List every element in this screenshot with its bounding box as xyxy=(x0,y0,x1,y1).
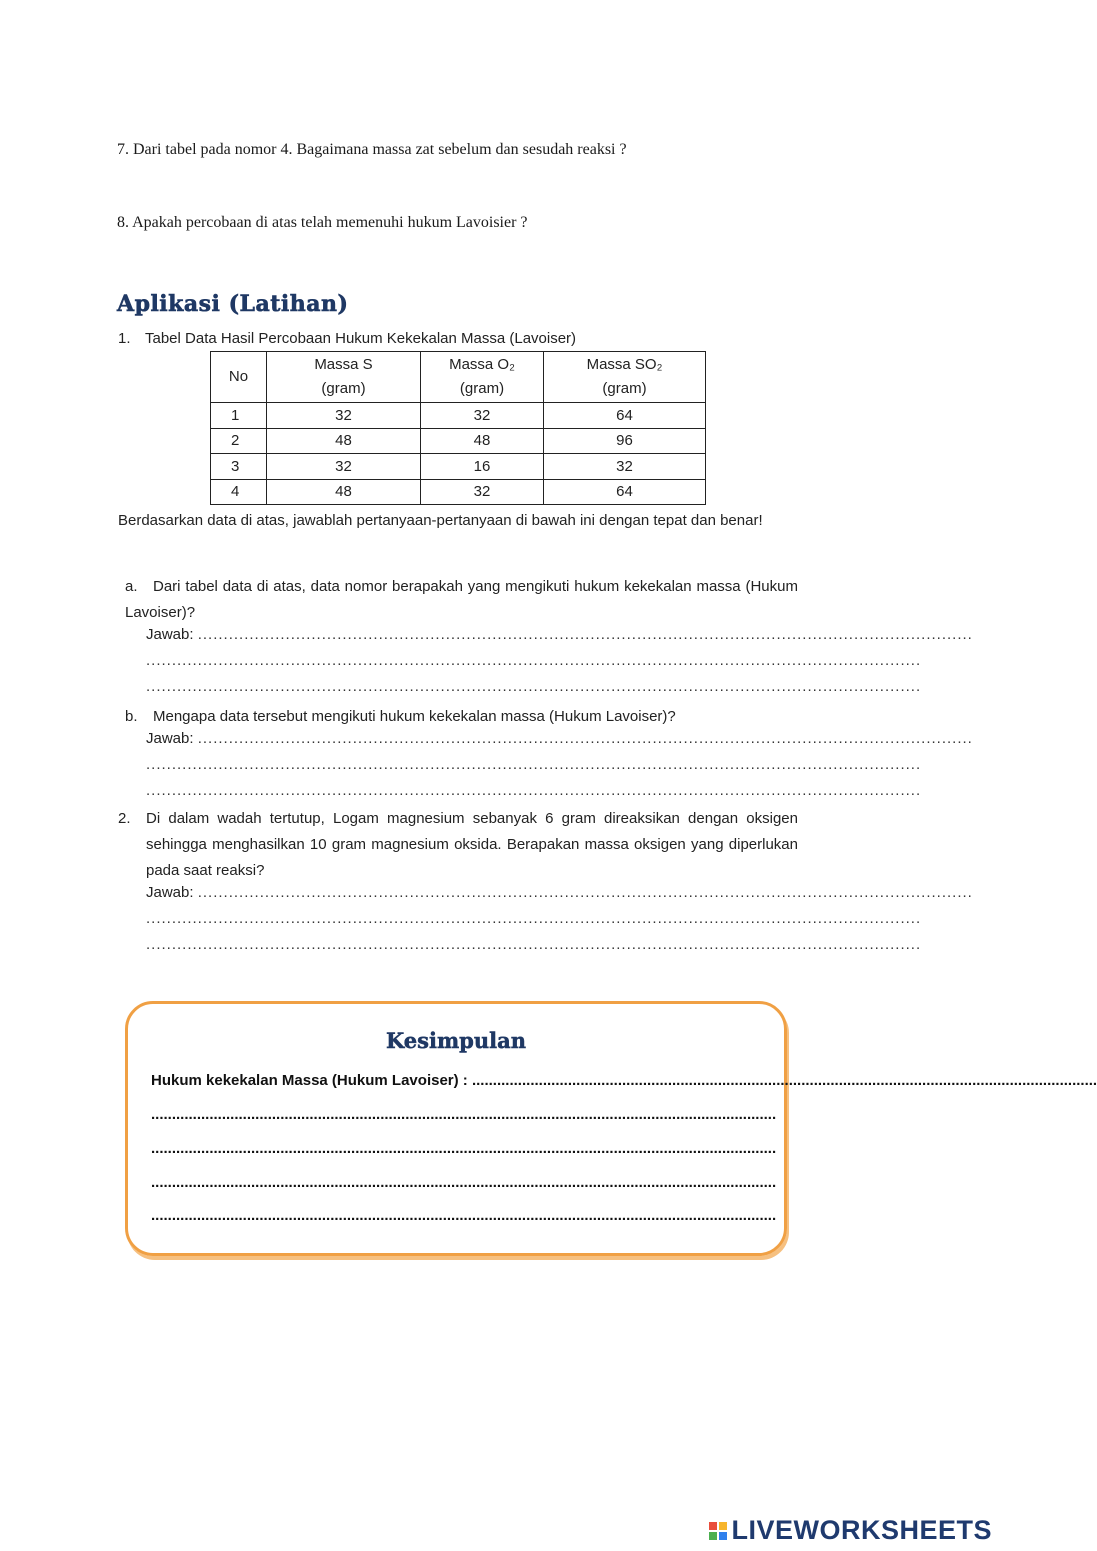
jawab-label: Jawab: xyxy=(146,730,198,747)
section-title: Aplikasi (Latihan) xyxy=(117,291,349,317)
conclusion-line-1[interactable] xyxy=(151,1072,1097,1089)
question-b-number: b. xyxy=(125,708,138,725)
table-cell: 16 xyxy=(421,454,544,480)
conclusion-box xyxy=(125,1001,1097,1256)
header-no: No xyxy=(211,352,267,403)
table-row xyxy=(211,454,706,480)
answer-2-line-2[interactable]: ...................................................................................................................................................... xyxy=(146,910,922,927)
table-cell: 4 xyxy=(211,479,267,505)
table-cell: 32 xyxy=(267,454,421,480)
header-massa-s: Massa S (gram) xyxy=(267,352,421,403)
conclusion-title: Kesimpulan xyxy=(386,1028,526,1053)
answer-a-line-2[interactable]: ...................................................................................................................................................... xyxy=(146,652,922,669)
jawab-label: Jawab: xyxy=(146,626,198,643)
liveworksheets-logo xyxy=(709,1515,992,1546)
table-row xyxy=(211,403,706,429)
answer-dots: ...................................................................................................................................................... xyxy=(197,626,973,643)
table-row xyxy=(211,479,706,505)
table-cell: 48 xyxy=(421,428,544,454)
question-7: 7. Dari tabel pada nomor 4. Bagaimana massa zat sebelum dan sesudah reaksi ? xyxy=(117,141,627,158)
question-2-text: Di dalam wadah tertutup, Logam magnesium sebanyak 6 gram direaksikan dengan oksigen sehingga menghasilkan 10 gram magnesium oksida. Berapakan massa oksigen yang diperlukan pada saat reaksi? xyxy=(146,810,798,879)
question-2 xyxy=(118,806,798,884)
table-cell: 32 xyxy=(421,479,544,505)
table-cell: 64 xyxy=(544,479,706,505)
question-2-number: 2. xyxy=(118,810,131,827)
intro-text: Berdasarkan data di atas, jawablah pertanyaan-pertanyaan di bawah ini dengan tepat dan benar! xyxy=(118,512,763,529)
conclusion-line-2[interactable]: ...................................................................................................................................................... xyxy=(151,1106,777,1123)
table-cell: 3 xyxy=(211,454,267,480)
answer-dots: ...................................................................................................................................................... xyxy=(197,730,973,747)
table-cell: 48 xyxy=(267,428,421,454)
question-8: 8. Apakah percobaan di atas telah memenuhi hukum Lavoisier ? xyxy=(117,214,528,231)
table-cell: 32 xyxy=(544,454,706,480)
conclusion-dots: ...................................................................................................................................................... xyxy=(471,1072,1097,1089)
question-b xyxy=(125,704,798,730)
answer-a-line-1[interactable] xyxy=(146,626,973,643)
item-1-text: Tabel Data Hasil Percobaan Hukum Kekekalan Massa (Lavoiser) xyxy=(145,330,577,347)
answer-b-line-2[interactable]: ...................................................................................................................................................... xyxy=(146,756,922,773)
conclusion-lead: Hukum kekekalan Massa (Hukum Lavoiser) : xyxy=(151,1072,472,1089)
table-cell: 1 xyxy=(211,403,267,429)
conclusion-line-3[interactable]: ...................................................................................................................................................... xyxy=(151,1140,777,1157)
conclusion-line-5[interactable]: ...................................................................................................................................................... xyxy=(151,1207,777,1224)
header-massa-so2: Massa SO₂ (gram) xyxy=(544,352,706,403)
item-1-heading xyxy=(118,326,576,352)
table-cell: 96 xyxy=(544,428,706,454)
liveworksheets-icon xyxy=(709,1522,727,1540)
brand-name: LIVEWORKSHEETS xyxy=(731,1515,992,1545)
table-cell: 32 xyxy=(267,403,421,429)
jawab-label: Jawab: xyxy=(146,884,198,901)
answer-2-line-1[interactable] xyxy=(146,884,973,901)
answer-b-line-3[interactable]: ...................................................................................................................................................... xyxy=(146,782,922,799)
answer-dots: ...................................................................................................................................................... xyxy=(197,884,973,901)
table-cell: 32 xyxy=(421,403,544,429)
data-table xyxy=(210,351,706,505)
answer-a-line-3[interactable]: ...................................................................................................................................................... xyxy=(146,678,922,695)
header-massa-o2: Massa O₂ (gram) xyxy=(421,352,544,403)
table-cell: 64 xyxy=(544,403,706,429)
question-a xyxy=(125,574,798,626)
answer-b-line-1[interactable] xyxy=(146,730,973,747)
table-cell: 2 xyxy=(211,428,267,454)
question-a-text: Dari tabel data di atas, data nomor berapakah yang mengikuti hukum kekekalan massa (Hukum Lavoiser)? xyxy=(125,578,798,621)
table-row xyxy=(211,428,706,454)
conclusion-line-4[interactable]: ...................................................................................................................................................... xyxy=(151,1174,777,1191)
item-1-number: 1. xyxy=(118,330,131,347)
table-header-row xyxy=(211,352,706,403)
answer-2-line-3[interactable]: ...................................................................................................................................................... xyxy=(146,936,922,953)
question-b-text: Mengapa data tersebut mengikuti hukum kekekalan massa (Hukum Lavoiser)? xyxy=(153,708,676,725)
question-a-number: a. xyxy=(125,578,138,595)
table-cell: 48 xyxy=(267,479,421,505)
